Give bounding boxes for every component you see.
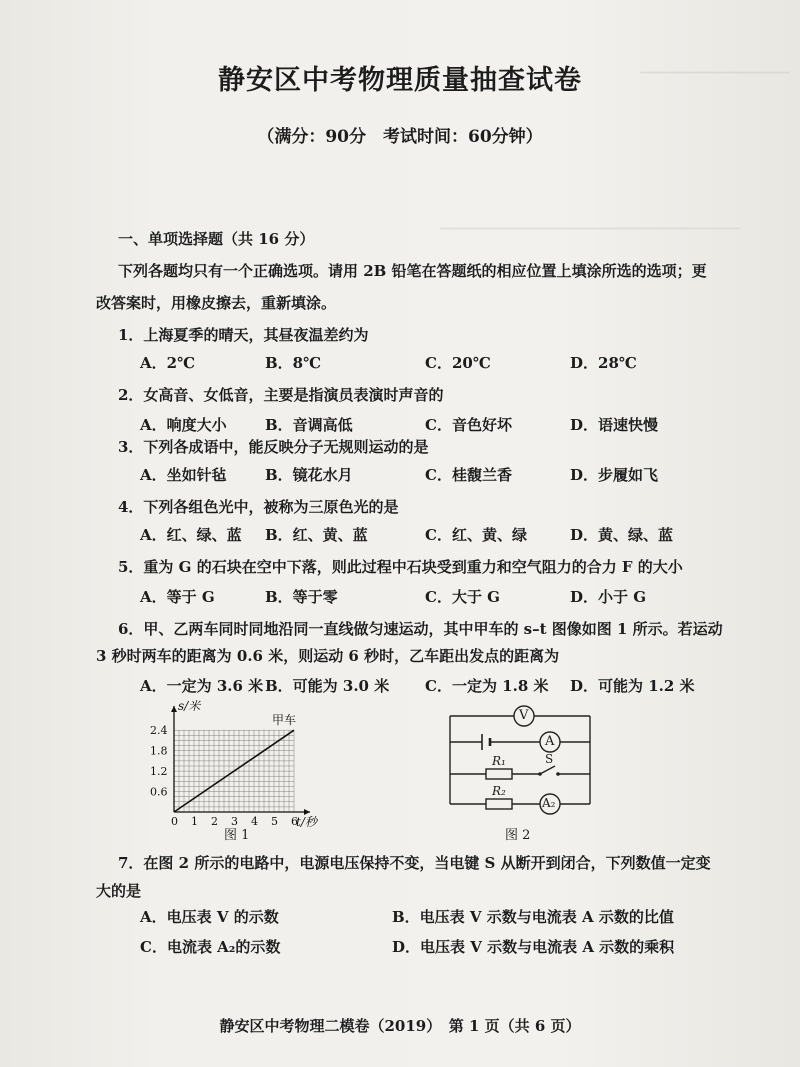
x-tick-label: 4 bbox=[251, 815, 258, 828]
y-axis-label: s/米 bbox=[178, 700, 201, 713]
question-7-option-c: C．电流表 A₂的示数 bbox=[140, 938, 281, 956]
series-label-jia: 甲车 bbox=[272, 713, 297, 728]
section-heading: 一、单项选择题（共 16 分） bbox=[118, 230, 315, 248]
question-1-option-a: A．2℃ bbox=[140, 354, 196, 372]
exam-subtitle: （满分：90分 考试时间：60分钟） bbox=[257, 127, 543, 147]
instructions-line-2: 改答案时，用橡皮擦去，重新填涂。 bbox=[96, 294, 337, 312]
question-5-option-c: C．大于 G bbox=[425, 588, 500, 606]
page-footer: 静安区中考物理二模卷（2019） 第 1 页（共 6 页） bbox=[219, 1017, 581, 1035]
ammeter-2-label: A₂ bbox=[542, 796, 556, 810]
question-6-stem-line-1: 6．甲、乙两车同时同地沿同一直线做匀速运动，其中甲车的 s–t 图像如图 1 所示。若运动 bbox=[118, 620, 723, 638]
question-7-option-b: B．电压表 V 示数与电流表 A 示数的比值 bbox=[392, 908, 674, 926]
r2-label: R₂ bbox=[492, 784, 506, 798]
x-tick-label: 3 bbox=[231, 815, 238, 828]
question-2-option-c: C．音色好坏 bbox=[425, 416, 512, 434]
question-1-option-b: B．8℃ bbox=[265, 354, 322, 372]
figure-1 bbox=[140, 700, 340, 834]
x-tick-label: 2 bbox=[211, 815, 218, 828]
question-1-option-c: C．20℃ bbox=[425, 354, 491, 372]
question-2-stem: 2．女高音、女低音，主要是指演员表演时声音的 bbox=[118, 386, 444, 404]
voltmeter-label: V bbox=[519, 708, 529, 723]
question-4-option-d: D．黄、绿、蓝 bbox=[570, 526, 674, 544]
question-3-option-b: B．镜花水月 bbox=[265, 466, 353, 484]
question-6-option-c: C．一定为 1.8 米 bbox=[425, 677, 549, 695]
x-tick-label: 6 bbox=[291, 815, 298, 828]
y-axis-arrow bbox=[171, 706, 177, 712]
question-5-option-d: D．小于 G bbox=[570, 588, 647, 606]
question-7-option-d: D．电压表 V 示数与电流表 A 示数的乘积 bbox=[392, 938, 675, 956]
question-7-option-a: A．电压表 V 的示数 bbox=[140, 908, 279, 926]
question-3-option-c: C．桂馥兰香 bbox=[425, 466, 512, 484]
question-5-stem: 5．重为 G 的石块在空中下落，则此过程中石块受到重力和空气阻力的合力 F 的大小 bbox=[118, 558, 683, 576]
question-6-option-d: D．可能为 1.2 米 bbox=[570, 677, 695, 695]
question-4-option-a: A．红、绿、蓝 bbox=[140, 526, 242, 544]
question-3-option-d: D．步履如飞 bbox=[570, 466, 659, 484]
question-4-stem: 4．下列各组色光中，被称为三原色光的是 bbox=[118, 498, 399, 516]
figure-1-caption: 图 1 bbox=[224, 828, 250, 843]
question-6-stem-line-2: 3 秒时两车的距离为 0.6 米，则运动 6 秒时，乙车距出发点的距离为 bbox=[96, 647, 560, 665]
question-7-stem-line-1: 7．在图 2 所示的电路中，电源电压保持不变，当电键 S 从断开到闭合，下列数值一定变 bbox=[118, 854, 711, 872]
question-7-stem-line-2: 大的是 bbox=[96, 882, 142, 900]
x-tick-label: 5 bbox=[271, 815, 278, 828]
question-1-stem: 1．上海夏季的晴天，其昼夜温差约为 bbox=[118, 326, 369, 344]
question-3-option-a: A．坐如针毡 bbox=[140, 466, 227, 484]
switch-label: S bbox=[545, 752, 554, 766]
ammeter-label: A bbox=[545, 734, 555, 749]
x-axis-label: t/秒 bbox=[296, 815, 317, 829]
question-1-option-d: D．28℃ bbox=[570, 354, 637, 372]
question-6-option-a: A．一定为 3.6 米 bbox=[140, 677, 264, 695]
question-5-option-b: B．等于零 bbox=[265, 588, 338, 606]
x-tick-label: 0 bbox=[171, 815, 178, 828]
question-2-option-d: D．语速快慢 bbox=[570, 416, 659, 434]
st-graph bbox=[140, 700, 340, 830]
y-tick-label: 1.2 bbox=[150, 765, 168, 779]
instructions-line-1: 下列各题均只有一个正确选项。请用 2B 铅笔在答题纸的相应位置上填涂所选的选项；更 bbox=[118, 262, 707, 280]
question-3-stem: 3．下列各成语中，能反映分子无规则运动的是 bbox=[118, 438, 429, 456]
y-tick-label: 0.6 bbox=[150, 785, 168, 799]
question-4-option-c: C．红、黄、绿 bbox=[425, 526, 527, 544]
question-6-option-b: B．可能为 3.0 米 bbox=[265, 677, 390, 695]
y-tick-label: 1.8 bbox=[150, 744, 168, 758]
bleed-through-mid bbox=[440, 228, 740, 241]
question-2-option-a: A．响度大小 bbox=[140, 416, 227, 434]
y-tick-label: 2.4 bbox=[150, 724, 168, 738]
question-5-option-a: A．等于 G bbox=[140, 588, 215, 606]
question-2-option-b: B．音调高低 bbox=[265, 416, 353, 434]
r1-label: R₁ bbox=[492, 754, 506, 768]
figure-2 bbox=[430, 700, 610, 824]
exam-title: 静安区中考物理质量抽查试卷 bbox=[218, 65, 582, 96]
question-4-option-b: B．红、黄、蓝 bbox=[265, 526, 368, 544]
figure-2-caption: 图 2 bbox=[505, 828, 531, 843]
x-tick-label: 1 bbox=[191, 815, 198, 828]
